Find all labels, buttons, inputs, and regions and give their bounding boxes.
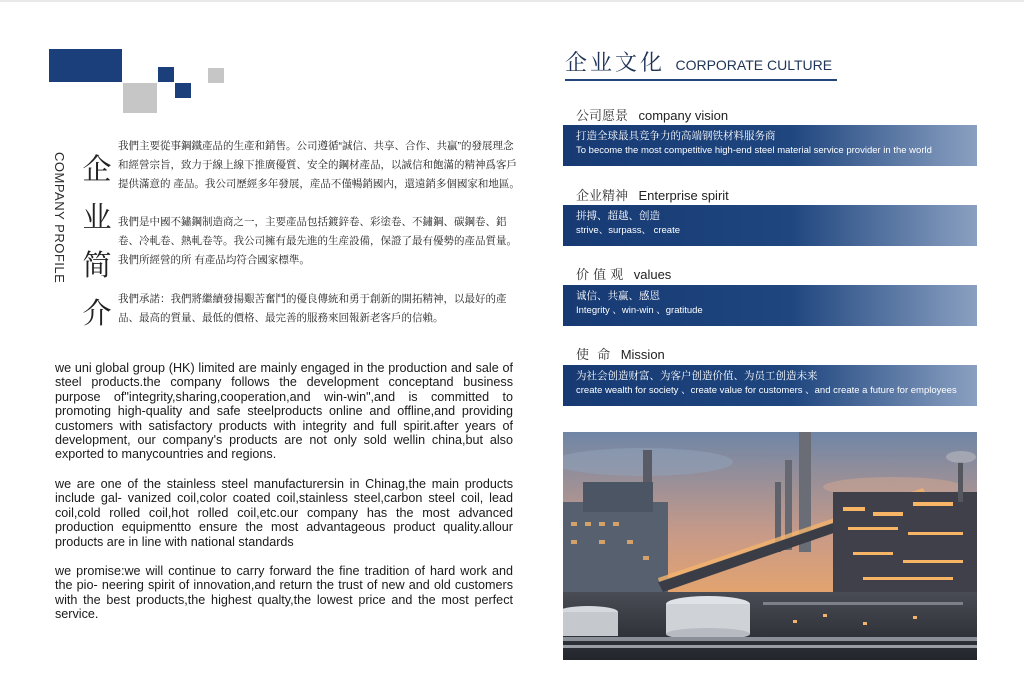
band-text-en: create wealth for society 、create value for customers 、and create a future for employees (576, 385, 957, 396)
en-paragraph-1: we uni global group (HK) limited are mainly engaged in the production and sale of steel products.the company follows the development conceptand business purpose of"integrity,sharing,cooperation,and win-win",and is committed to promoting high-quality and safe steelproducts online and offline,and providing customers with satisfactory products with integrity and full spirit.after years of development, our company's products are not only sold wellin china,but also exported to manycountries and regions. (55, 361, 513, 462)
decor-square-navy-large (49, 49, 122, 82)
steel-plant-photo (563, 432, 977, 660)
en-paragraph-2: we are one of the stainless steel manufacturersin in Chinag,the main products include gal- vanized coil,color coated coil,stainless steel,carbon steel coil, lead coil,cold rolled coil,hot rolled coil,etc.our company has the most advanced production equipmentto ensure the most advantageous product quality.allour products are in line with national standards (55, 477, 513, 549)
top-divider (0, 0, 1024, 2)
corporate-culture-title-en: CORPORATE CULTURE (675, 57, 833, 73)
band-text-zh: 拼搏、超越、创造 (576, 210, 660, 222)
title-char: 业 (82, 200, 112, 234)
corporate-culture-underline (565, 79, 837, 81)
spirit-band (563, 205, 977, 246)
company-profile-vertical-title: COMPANY PROFILE (52, 152, 67, 284)
band-text-zh: 为社会创造财富、为客户创造价值、为员工创造未来 (576, 370, 818, 382)
band-text-en: To become the most competitive high-end steel material service provider in the world (576, 145, 932, 156)
band-text-zh: 打造全球最具竞争力的高端钢铁材料服务商 (576, 130, 776, 142)
vision-band (563, 125, 977, 166)
en-paragraph-3: we promise:we will continue to carry forward the fine tradition of hard work and the pio- neering spirit of innovation,and return the trust of new and old customers with the best products,the highest qualty,the lowest price and the most perfect service. (55, 564, 513, 622)
band-text-zh: 诚信、共赢、感恩 (576, 290, 660, 302)
section-heading-en: values (633, 267, 672, 282)
decor-square-grey-small (208, 68, 224, 83)
section-heading-en: company vision (638, 108, 729, 123)
corporate-culture-title-zh: 企业文化 (565, 51, 666, 76)
zh-paragraph-1: 我們主要從事鋼鐵產品的生產和銷售。公司遵循“誠信、共享、合作、共贏”的發展理念和經營宗旨，致力于線上線下推廣優質、安全的鋼材產品，以誠信和飽滿的精神爲客戶提供滿意的 產品。我公司歷經多年發展，産品不僅暢銷國内，還遠銷多個國家和地區。 (118, 140, 520, 190)
section-heading-vision (576, 105, 728, 125)
title-char: 介 (82, 296, 112, 330)
corporate-culture-title (565, 46, 832, 77)
title-char: 企 (82, 152, 112, 186)
zh-paragraph-3: 我們承諾：我們將繼續發揚艱苦奮鬥的優良傳統和勇于創新的開拓精神，以最好的產品、最高的質量、最低的價格、最完善的服務來回報新老客戶的信賴。 (118, 293, 507, 324)
section-heading-en: Enterprise spirit (638, 188, 729, 203)
decor-square-grey (123, 83, 157, 113)
company-profile-zh-title (82, 145, 112, 337)
section-heading-values (576, 264, 671, 284)
section-heading-zh: 公司愿景 (576, 109, 629, 124)
values-band (563, 285, 977, 326)
decor-square-navy-small (158, 67, 174, 82)
band-text-en: strive、surpass、 create (576, 225, 681, 236)
section-heading-zh: 使 命 (576, 348, 611, 363)
decor-square-navy-small (175, 83, 191, 98)
section-heading-zh: 企业精神 (576, 189, 629, 204)
section-heading-zh: 价 值 观 (576, 268, 624, 283)
band-text-en: Integrity 、win-win 、gratitude (576, 305, 703, 316)
section-heading-mission (576, 344, 665, 364)
section-heading-en: Mission (620, 347, 665, 362)
steel-plant-illustration (563, 432, 977, 660)
zh-paragraph-2: 我們是中國不鏽鋼制造商之一，主要產品包括鍍鋅卷、彩塗卷、不鏽鋼、碳鋼卷、鋁卷、冷軋卷、熱軋卷等。我公司擁有最先進的生産設備，保證了最有優勢的產品質量。我們所經營的所 有產品均符合國家標準。 (118, 216, 517, 266)
section-heading-spirit (576, 185, 729, 205)
title-char: 简 (82, 248, 112, 282)
mission-band (563, 365, 977, 406)
